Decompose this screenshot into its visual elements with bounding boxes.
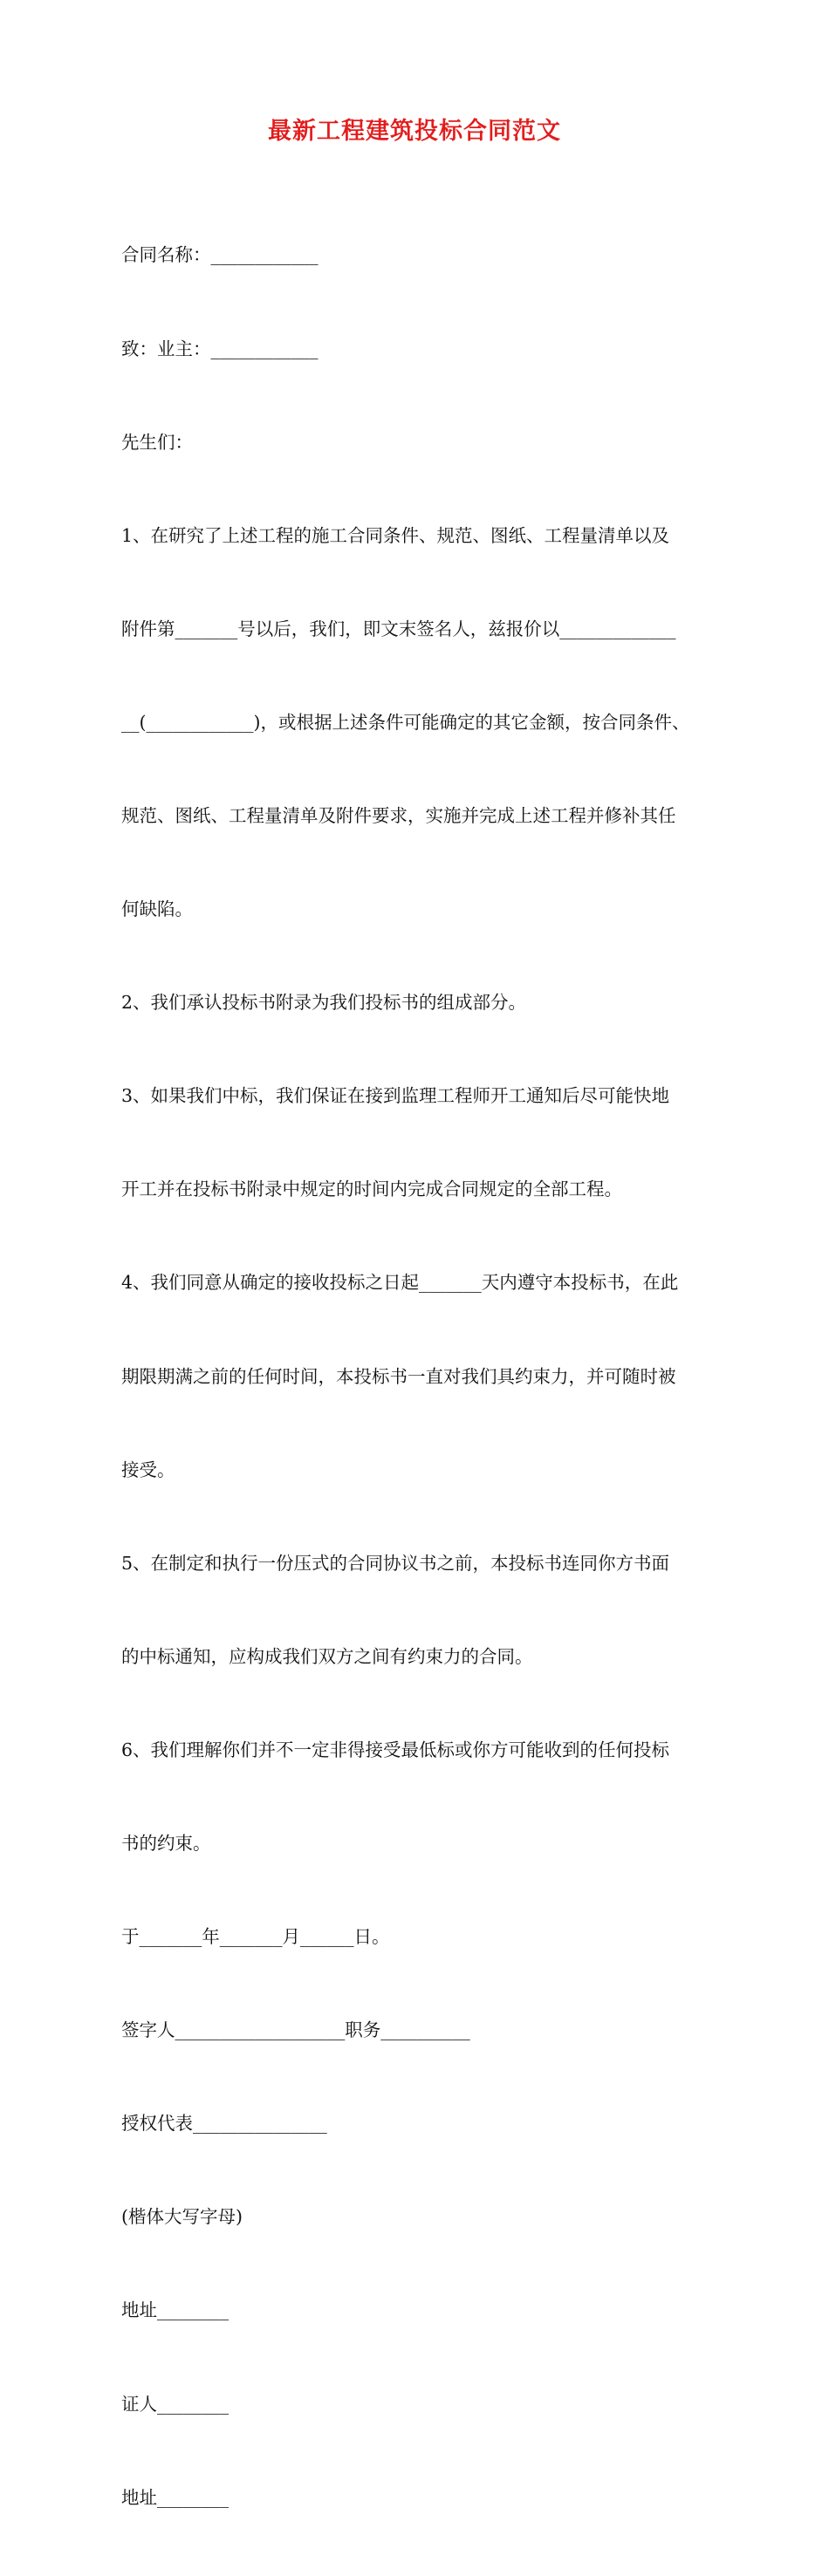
clause-1-line-2: 附件第_______号以后，我们，即文末签名人，兹报价以_____________ <box>121 618 676 639</box>
clause-3-line-2: 开工并在投标书附录中规定的时间内完成合同规定的全部工程。 <box>121 1179 622 1200</box>
clause-4-line-3: 接受。 <box>121 1459 175 1480</box>
signatory-line: 签字人___________________职务__________ <box>121 2019 470 2041</box>
clause-4-line-1: 4、我们同意从确定的接收投标之日起_______天内遵守本投标书，在此 <box>121 1272 679 1294</box>
clause-1-line-1: 1、在研究了上述工程的施工合同条件、规范、图纸、工程量清单以及 <box>121 524 670 546</box>
contract-name-line: 合同名称：____________ <box>121 244 319 266</box>
document-title: 最新工程建筑投标合同范文 <box>268 118 561 145</box>
clause-1-line-4: 规范、图纸、工程量清单及附件要求，实施并完成上述工程并修补其任 <box>121 804 676 826</box>
clause-1-line-3: __(____________)，或根据上述条件可能确定的其它金额，按合同条件、 <box>121 711 690 733</box>
witness-line: 证人________ <box>121 2393 229 2415</box>
date-line: 于_______年_______月______日。 <box>121 1926 390 1948</box>
clause-4-line-2: 期限期满之前的任何时间，本投标书一直对我们具约束力，并可随时被 <box>121 1365 676 1387</box>
address-line-1: 地址________ <box>121 2299 229 2321</box>
clause-5-line-2: 的中标通知，应构成我们双方之间有约束力的合同。 <box>121 1645 533 1667</box>
clause-3-line-1: 3、如果我们中标，我们保证在接到监理工程师开工通知后尽可能快地 <box>121 1085 670 1107</box>
print-note-line: (楷体大写字母) <box>121 2206 243 2228</box>
authorized-representative-line: 授权代表_______________ <box>121 2113 327 2135</box>
clause-2-line-1: 2、我们承认投标书附录为我们投标书的组成部分。 <box>121 992 527 1014</box>
document-body <box>121 178 723 2576</box>
addressee-line: 致：业主：____________ <box>121 338 319 359</box>
clause-1-line-5: 何缺陷。 <box>121 899 193 920</box>
salutation-line: 先生们： <box>121 431 193 453</box>
clause-6-line-2: 书的约束。 <box>121 1833 211 1854</box>
clause-5-line-1: 5、在制定和执行一份压式的合同协议书之前，本投标书连同你方书面 <box>121 1552 670 1574</box>
clause-6-line-1: 6、我们理解你们并不一定非得接受最低标或你方可能收到的任何投标 <box>121 1739 670 1760</box>
address-line-2: 地址________ <box>121 2486 229 2508</box>
